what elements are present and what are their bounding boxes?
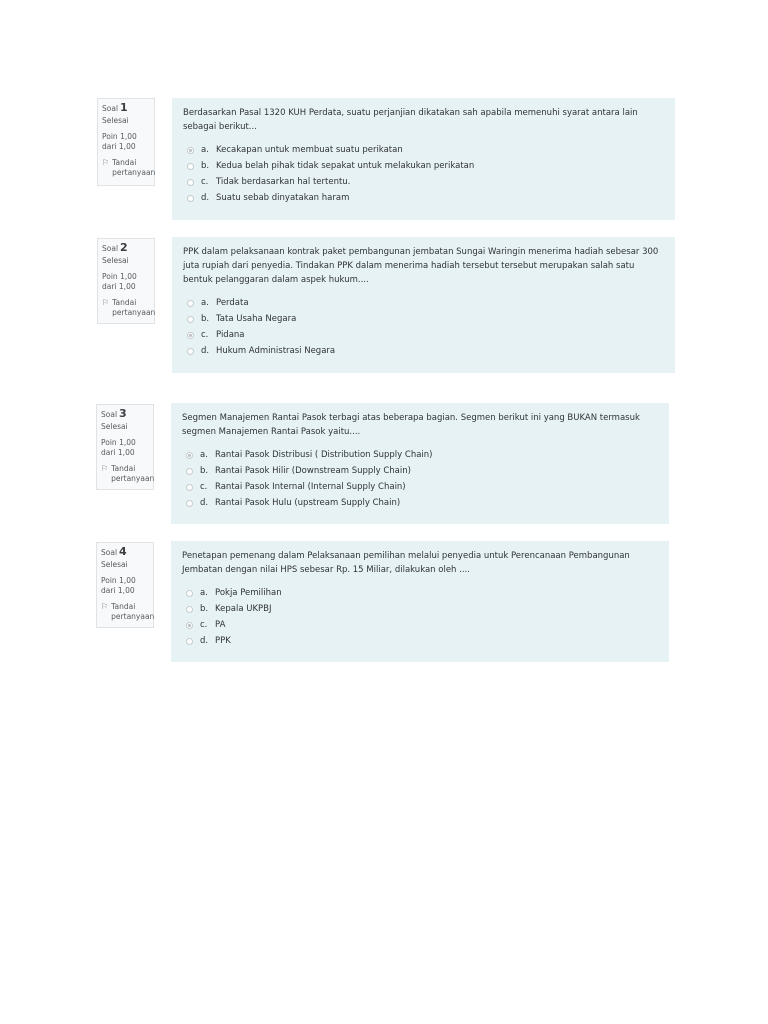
answer-option[interactable]	[187, 295, 665, 311]
answer-options	[183, 142, 665, 206]
radio-button[interactable]	[186, 606, 193, 613]
option-letter: c.	[200, 620, 208, 630]
option-letter: b.	[200, 604, 209, 614]
radio-button[interactable]	[186, 468, 193, 475]
option-text: Pokja Pemilihan	[215, 588, 282, 598]
option-text: Hukum Administrasi Negara	[216, 346, 336, 356]
answer-option[interactable]	[186, 585, 659, 601]
question-label: Soal	[101, 548, 118, 557]
answer-option[interactable]	[186, 447, 659, 463]
answer-options	[182, 585, 659, 649]
flag-label: Tandai pertanyaan	[112, 158, 156, 177]
answer-option[interactable]	[187, 311, 665, 327]
question-number: 2	[120, 241, 128, 254]
question-info	[96, 404, 154, 490]
question-info	[97, 238, 155, 324]
answer-option[interactable]	[187, 174, 665, 190]
flag-question-link[interactable]	[102, 298, 156, 318]
option-letter: a.	[201, 298, 209, 308]
option-letter: b.	[200, 466, 209, 476]
radio-button[interactable]	[186, 638, 193, 645]
question-number-line	[101, 547, 151, 558]
question-grade: Poin 1,00 dari 1,00	[101, 438, 136, 457]
answer-option[interactable]	[187, 158, 665, 174]
answer-options	[182, 447, 659, 511]
option-text: Kepala UKPBJ	[215, 604, 272, 614]
flag-icon: ⚐	[101, 464, 109, 473]
question-content	[172, 237, 675, 373]
option-text: Suatu sebab dinyatakan haram	[216, 193, 350, 203]
radio-button[interactable]	[187, 348, 194, 355]
flag-label: Tandai pertanyaan	[111, 464, 155, 483]
option-text: PPK	[215, 636, 231, 646]
option-text: Rantai Pasok Hilir (Downstream Supply Chain)	[215, 466, 411, 476]
answer-options	[183, 295, 665, 359]
option-letter: a.	[201, 145, 209, 155]
answer-option[interactable]	[187, 327, 665, 343]
option-letter: c.	[201, 177, 209, 187]
flag-question-link[interactable]	[101, 602, 155, 622]
radio-button[interactable]	[186, 622, 193, 629]
radio-button[interactable]	[186, 590, 193, 597]
option-text: PA	[215, 620, 226, 630]
flag-icon: ⚐	[102, 298, 110, 307]
question-info	[96, 542, 154, 628]
question-state: Selesai	[102, 256, 129, 265]
answer-option[interactable]	[186, 633, 659, 649]
question-number: 3	[119, 407, 127, 420]
radio-button[interactable]	[187, 163, 194, 170]
question-content	[171, 403, 669, 524]
option-letter: a.	[200, 588, 208, 598]
option-text: Rantai Pasok Distribusi ( Distribution Supply Chain)	[215, 450, 433, 460]
question-number: 1	[120, 101, 128, 114]
question-text: Berdasarkan Pasal 1320 KUH Perdata, suatu perjanjian dikatakan sah apabila memenuhi syarat antara lain sebagai berikut...	[183, 108, 638, 132]
answer-option[interactable]	[186, 601, 659, 617]
answer-option[interactable]	[186, 479, 659, 495]
radio-button[interactable]	[186, 452, 193, 459]
question-number-line	[102, 103, 152, 114]
question-state: Selesai	[102, 116, 129, 125]
question-content	[172, 98, 675, 220]
question-content	[171, 541, 669, 662]
answer-option[interactable]	[187, 190, 665, 206]
answer-option[interactable]	[186, 463, 659, 479]
question-label: Soal	[102, 104, 119, 113]
radio-button[interactable]	[187, 316, 194, 323]
option-letter: a.	[200, 450, 208, 460]
answer-option[interactable]	[186, 617, 659, 633]
option-text: Kecakapan untuk membuat suatu perikatan	[216, 145, 403, 155]
question-grade: Poin 1,00 dari 1,00	[102, 132, 137, 151]
question-info	[97, 98, 155, 186]
option-text: Tata Usaha Negara	[216, 314, 297, 324]
radio-button[interactable]	[186, 500, 193, 507]
option-letter: d.	[200, 636, 209, 646]
option-letter: d.	[201, 346, 210, 356]
option-text: Rantai Pasok Internal (Internal Supply Chain)	[215, 482, 406, 492]
question-grade: Poin 1,00 dari 1,00	[102, 272, 137, 291]
option-text: Pidana	[216, 330, 245, 340]
question-state: Selesai	[101, 422, 128, 431]
radio-button[interactable]	[187, 179, 194, 186]
option-letter: b.	[201, 161, 210, 171]
question-text: Segmen Manajemen Rantai Pasok terbagi atas beberapa bagian. Segmen berikut ini yang BUKAN termasuk segmen Manajemen Rantai Pasok yaitu....	[182, 413, 640, 437]
option-letter: d.	[200, 498, 209, 508]
option-letter: d.	[201, 193, 210, 203]
radio-button[interactable]	[187, 300, 194, 307]
flag-question-link[interactable]	[101, 464, 155, 484]
option-text: Rantai Pasok Hulu (upstream Supply Chain)	[215, 498, 401, 508]
answer-option[interactable]	[187, 142, 665, 158]
question-label: Soal	[102, 244, 119, 253]
answer-option[interactable]	[187, 343, 665, 359]
option-letter: b.	[201, 314, 210, 324]
flag-icon: ⚐	[102, 158, 110, 167]
answer-option[interactable]	[186, 495, 659, 511]
radio-button[interactable]	[187, 195, 194, 202]
option-text: Kedua belah pihak tidak sepakat untuk melakukan perikatan	[216, 161, 475, 171]
question-text: Penetapan pemenang dalam Pelaksanaan pemilihan melalui penyedia untuk Perencanaan Pembangunan Jembatan dengan nilai HPS sebesar Rp. 15 Miliar, dilakukan oleh ....	[182, 551, 630, 575]
question-number-line	[101, 409, 151, 420]
question-number-line	[102, 243, 152, 254]
question-text: PPK dalam pelaksanaan kontrak paket pembangunan jembatan Sungai Waringin menerima hadiah sebesar 300 juta rupiah dari penyedia. Tindakan PPK dalam menerima hadiah tersebut tersebut merupakan salah satu bentuk pelanggaran dalam aspek hukum....	[183, 247, 659, 285]
question-state: Selesai	[101, 560, 128, 569]
flag-question-link[interactable]	[102, 158, 156, 178]
flag-label: Tandai pertanyaan	[111, 602, 155, 621]
question-number: 4	[119, 545, 127, 558]
option-text: Tidak berdasarkan hal tertentu.	[216, 177, 351, 187]
radio-button[interactable]	[187, 147, 194, 154]
radio-button[interactable]	[187, 332, 194, 339]
option-text: Perdata	[216, 298, 249, 308]
option-letter: c.	[200, 482, 208, 492]
question-grade: Poin 1,00 dari 1,00	[101, 576, 136, 595]
radio-button[interactable]	[186, 484, 193, 491]
option-letter: c.	[201, 330, 209, 340]
flag-label: Tandai pertanyaan	[112, 298, 156, 317]
flag-icon: ⚐	[101, 602, 109, 611]
question-label: Soal	[101, 410, 118, 419]
